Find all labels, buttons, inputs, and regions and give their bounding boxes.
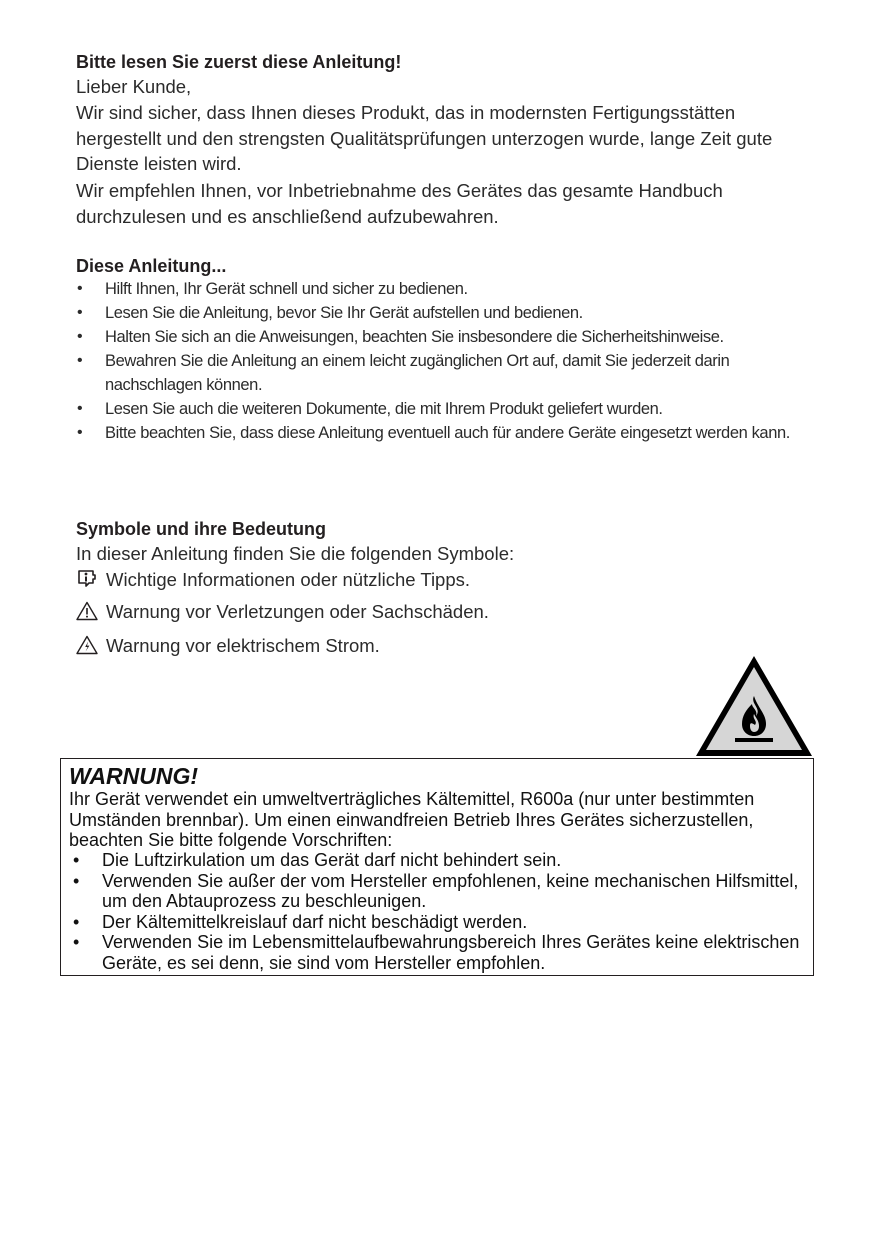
list-item	[76, 397, 816, 421]
list-item	[69, 912, 809, 933]
flammable-warning-sign	[692, 652, 816, 760]
list-item	[69, 871, 809, 912]
symbols-heading: Symbole und ihre Bedeutung	[76, 519, 327, 539]
list-item-text: Verwenden Sie außer der vom Hersteller empfohlenen, keine mechanischen Hilfsmittel, um den Abtauprozess zu beschleunigen.	[102, 870, 799, 911]
list-item-text: Lesen Sie die Anleitung, bevor Sie Ihr Gerät aufstellen und bedienen.	[105, 304, 583, 322]
refrigerant-warning-box	[60, 758, 814, 976]
list-item	[76, 325, 816, 349]
bullet-glyph: •	[73, 850, 80, 870]
bullet-glyph: •	[77, 280, 83, 297]
warning-bullet-list	[69, 850, 809, 973]
symbol-info-text: Wichtige Informationen oder nützliche Tipps.	[106, 569, 471, 590]
intro-paragraph-2: Wir empfehlen Ihnen, vor Inbetriebnahme des Gerätes das gesamte Handbuch durchzulesen und es anschließend aufzubewahren.	[76, 180, 723, 227]
list-item	[69, 850, 809, 871]
bullet-glyph: •	[77, 352, 83, 369]
bullet-glyph: •	[77, 304, 83, 321]
warning-triangle-icon	[76, 601, 98, 621]
list-item-text: Die Luftzirkulation um das Gerät darf nicht behindert sein.	[102, 850, 562, 870]
list-item-text: Der Kältemittelkreislauf darf nicht beschädigt werden.	[102, 911, 528, 932]
list-item	[76, 349, 816, 397]
list-item-text: Lesen Sie auch die weiteren Dokumente, die mit Ihrem Produkt geliefert wurden.	[105, 400, 663, 418]
symbols-intro: In dieser Anleitung finden Sie die folgenden Symbole:	[76, 543, 515, 564]
list-item-text: Bitte beachten Sie, dass diese Anleitung eventuell auch für andere Geräte eingesetzt werden kann.	[105, 424, 790, 442]
list-item-text: Verwenden Sie im Lebensmittelaufbewahrungsbereich Ihres Gerätes keine elektrischen Geräte, es sei denn, sie sind vom Hersteller empfohlen.	[102, 932, 800, 973]
list-item-text: Halten Sie sich an die Anweisungen, beachten Sie insbesondere die Sicherheitshinweise.	[105, 328, 724, 346]
bullet-glyph: •	[77, 424, 83, 441]
intro-heading: Bitte lesen Sie zuerst diese Anleitung!	[76, 52, 402, 72]
electric-warning-icon	[76, 635, 98, 655]
symbol-row-warning	[76, 599, 489, 625]
warning-text: Ihr Gerät verwendet ein umweltverträgliches Kältemittel, R600a (nur unter bestimmten Umständen brennbar). Um einen einwandfreien Betrieb Ihres Gerätes sicherzustellen, beachten Sie bitte folgende Vorschriften:	[69, 789, 755, 850]
intro-greeting: Lieber Kunde,	[76, 76, 192, 97]
info-icon	[76, 569, 98, 589]
list-item	[76, 301, 816, 325]
list-item-text: Hilft Ihnen, Ihr Gerät schnell und sicher zu bedienen.	[105, 280, 468, 298]
intro-paragraph-1: Wir sind sicher, dass Ihnen dieses Produkt, das in modernsten Fertigungsstätten hergestellt und den strengsten Qualitätsprüfungen unterzogen wurde, lange Zeit gute Dienste leisten wird.	[76, 102, 773, 174]
symbol-row-electric	[76, 633, 380, 659]
list-item	[76, 421, 816, 445]
bullet-glyph: •	[73, 870, 80, 891]
bullet-glyph: •	[73, 911, 80, 932]
symbol-warning-text: Warnung vor Verletzungen oder Sachschäden.	[106, 601, 489, 622]
manual-heading: Diese Anleitung...	[76, 256, 227, 276]
list-item	[76, 277, 816, 301]
symbol-electric-text: Warnung vor elektrischem Strom.	[106, 635, 380, 656]
list-item	[69, 932, 809, 973]
bullet-glyph: •	[77, 328, 83, 345]
warning-title: WARNUNG!	[69, 763, 199, 789]
manual-bullet-list	[76, 277, 816, 445]
bullet-glyph: •	[73, 932, 80, 952]
list-item-text: Bewahren Sie die Anleitung an einem leicht zugänglichen Ort auf, damit Sie jederzeit darin nachschlagen können.	[105, 352, 730, 394]
symbol-row-info	[76, 567, 470, 593]
bullet-glyph: •	[77, 400, 83, 417]
